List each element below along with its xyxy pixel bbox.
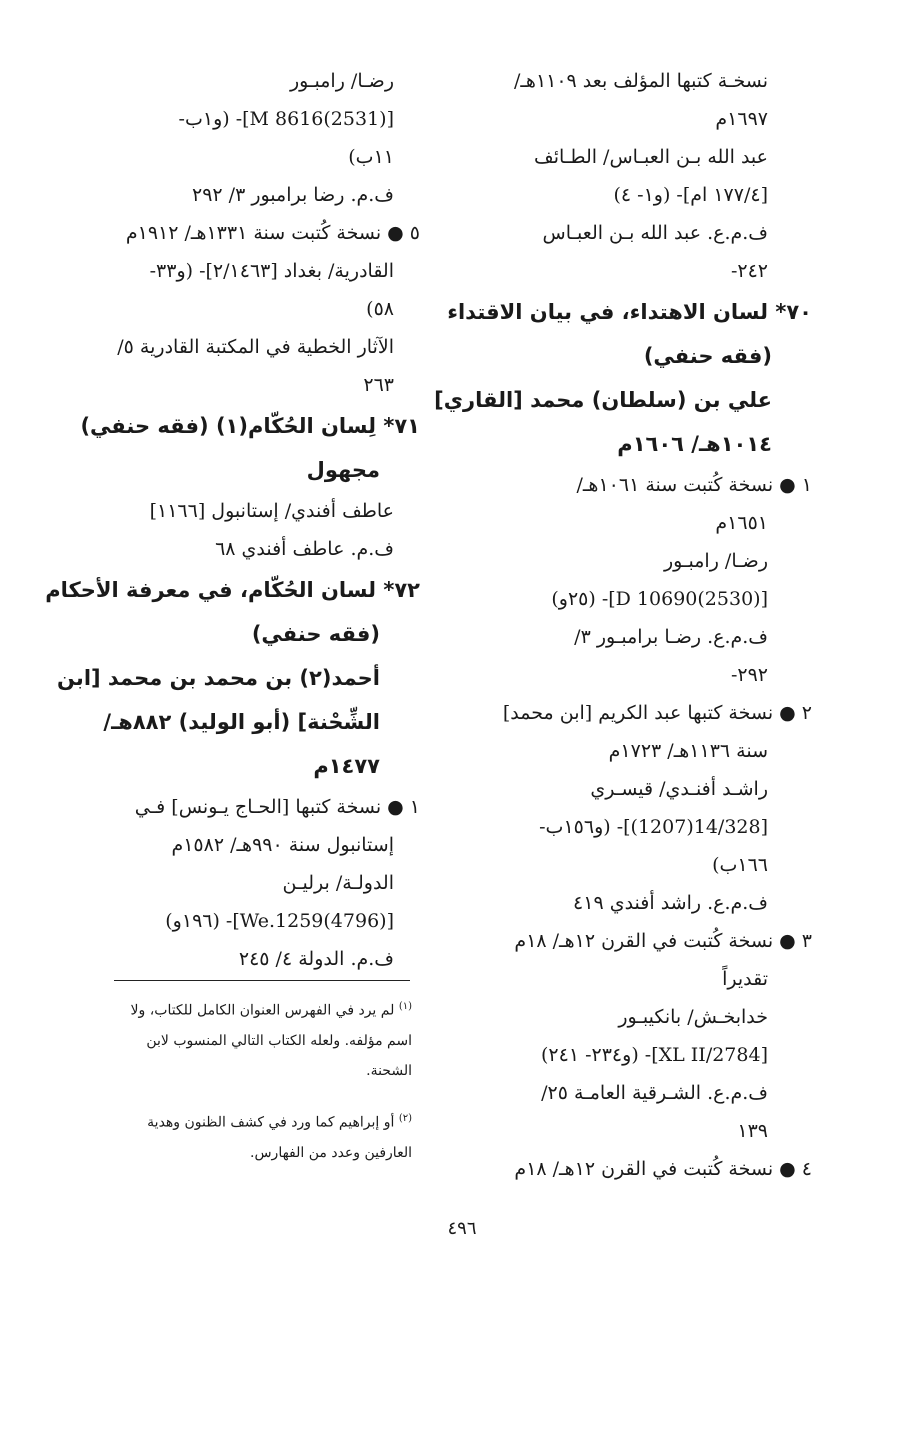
text-line: ف.م.ع. الشـرقية العامـة ٢٥/ bbox=[541, 1082, 768, 1104]
text-line: [١٧٧/٤ ام]- (و١- ٤) bbox=[613, 184, 768, 206]
footnote-text: أو إبراهيم كما ورد في كشف الظنون وهدية bbox=[147, 1114, 395, 1131]
text-line: الدولـة/ برليـن bbox=[282, 872, 394, 894]
right-column bbox=[434, 62, 812, 1188]
footnote-text: الشحنة. bbox=[366, 1062, 412, 1079]
entry-author-date: ١٤٧٧م bbox=[313, 754, 380, 778]
text-line: ف.م.ع. عبد الله بـن العبـاس bbox=[542, 222, 768, 244]
text-line: ٢٦٣ bbox=[363, 374, 394, 396]
text-line: ١٦٦ب) bbox=[712, 854, 768, 876]
text-line: القادرية/ بغداد [٢/١٤٦٣]- (و٣٣- bbox=[149, 260, 394, 282]
text-line: ١٦٥١م bbox=[715, 512, 768, 534]
text-line: ٥٨) bbox=[366, 298, 394, 320]
text-line: ١١ب) bbox=[348, 146, 394, 168]
copy-item: ١ ● نسخة كتبها [الحـاج يـونس] فـي bbox=[134, 796, 420, 818]
text-line: ف.م. عاطف أفندي ٦٨ bbox=[215, 538, 394, 560]
entry-subject: (فقه حنفي) bbox=[643, 344, 772, 368]
text-line: راشـد أفنـدي/ قيسـري bbox=[590, 778, 768, 800]
entry-subject: (فقه حنفي) bbox=[251, 622, 380, 646]
text-line: [M 8616(2531)]- (و١ب- bbox=[178, 108, 394, 130]
entry-author: أحمد(٢) بن محمد بن محمد [ابن bbox=[57, 666, 380, 690]
text-line: [We.1259(4796)]- (١٩٦و) bbox=[165, 910, 394, 932]
copy-item: ٥ ● نسخة كُتبت سنة ١٣٣١هـ/ ١٩١٢م bbox=[125, 222, 420, 244]
text-line: [14/328(1207)]- (و١٥٦ب- bbox=[539, 816, 768, 838]
text-line: عبد الله بـن العبـاس/ الطـائف bbox=[534, 146, 768, 168]
entry-author: علي بن (سلطان) محمد [القاري] bbox=[434, 388, 772, 412]
copy-item: ١ ● نسخة كُتبت سنة ١٠٦١هـ/ bbox=[576, 474, 812, 496]
text-line: نسخـة كتبها المؤلف بعد ١١٠٩هـ/ bbox=[513, 70, 768, 92]
copy-item: ٣ ● نسخة كُتبت في القرن ١٢هـ/ ١٨م bbox=[514, 930, 812, 952]
copy-item: ٢ ● نسخة كتبها عبد الكريم [ابن محمد] bbox=[502, 702, 812, 724]
footnote-mark: (١) bbox=[398, 1001, 412, 1012]
footnote-divider bbox=[114, 980, 410, 981]
text-line: ١٦٩٧م bbox=[715, 108, 768, 130]
entry-author-date: ١٠١٤هـ/ ١٦٠٦م bbox=[617, 432, 772, 456]
entry-author: مجهول bbox=[306, 458, 380, 482]
text-line: ف.م.ع. رضـا برامبـور ٣/ bbox=[574, 626, 768, 648]
text-line: ف.م. الدولة ٤/ ٢٤٥ bbox=[238, 948, 394, 970]
text-line: الآثار الخطية في المكتبة القادرية ٥/ bbox=[117, 336, 394, 358]
text-line: ٢٤٢- bbox=[730, 260, 768, 282]
footnote-text: العارفين وعدد من الفهارس. bbox=[250, 1144, 412, 1161]
text-line: تقديراً bbox=[722, 968, 768, 990]
entry-heading: ٧١* لِسان الحُكّام(١) (فقه حنفي) bbox=[80, 414, 420, 438]
text-line: رضـا/ رامبـور bbox=[663, 550, 768, 572]
footnote bbox=[82, 1104, 412, 1168]
footnote-mark: (٢) bbox=[398, 1113, 412, 1124]
text-line: [2784/XL II]- (و٢٣٤- ٢٤١) bbox=[541, 1044, 768, 1066]
text-line: إستانبول سنة ٩٩٠هـ/ ١٥٨٢م bbox=[171, 834, 394, 856]
text-line: خدابخـش/ بانكيبـور bbox=[618, 1006, 768, 1028]
text-line: ١٣٩ bbox=[737, 1120, 768, 1142]
text-line: ف.م. رضا برامبور ٣/ ٢٩٢ bbox=[191, 184, 394, 206]
footnote-text: لم يرد في الفهرس العنوان الكامل للكتاب، ولا bbox=[130, 1002, 395, 1019]
entry-author: الشِّحْنة] (أبو الوليد) ٨٨٢هـ/ bbox=[103, 710, 380, 734]
page-number: ٤٩٦ bbox=[447, 1218, 477, 1239]
footnote bbox=[82, 992, 412, 1086]
text-line: سنة ١١٣٦هـ/ ١٧٢٣م bbox=[608, 740, 768, 762]
text-line: [D 10690(2530)]- (٢٥و) bbox=[551, 588, 768, 610]
entry-heading: ٧٢* لسان الحُكّام، في معرفة الأحكام bbox=[45, 578, 420, 602]
left-column bbox=[45, 62, 420, 978]
text-line: ٢٩٢- bbox=[730, 664, 768, 686]
entry-heading: ٧٠* لسان الاهتداء، في بيان الاقتداء bbox=[447, 300, 812, 324]
text-line: عاطف أفندي/ إستانبول [١١٦٦] bbox=[149, 500, 394, 522]
footnote-text: اسم مؤلفه. ولعله الكتاب التالي المنسوب لابن bbox=[146, 1032, 412, 1049]
copy-item: ٤ ● نسخة كُتبت في القرن ١٢هـ/ ١٨م bbox=[514, 1158, 812, 1180]
text-line: ف.م.ع. راشد أفندي ٤١٩ bbox=[573, 892, 768, 914]
text-line: رضـا/ رامبـور bbox=[289, 70, 394, 92]
